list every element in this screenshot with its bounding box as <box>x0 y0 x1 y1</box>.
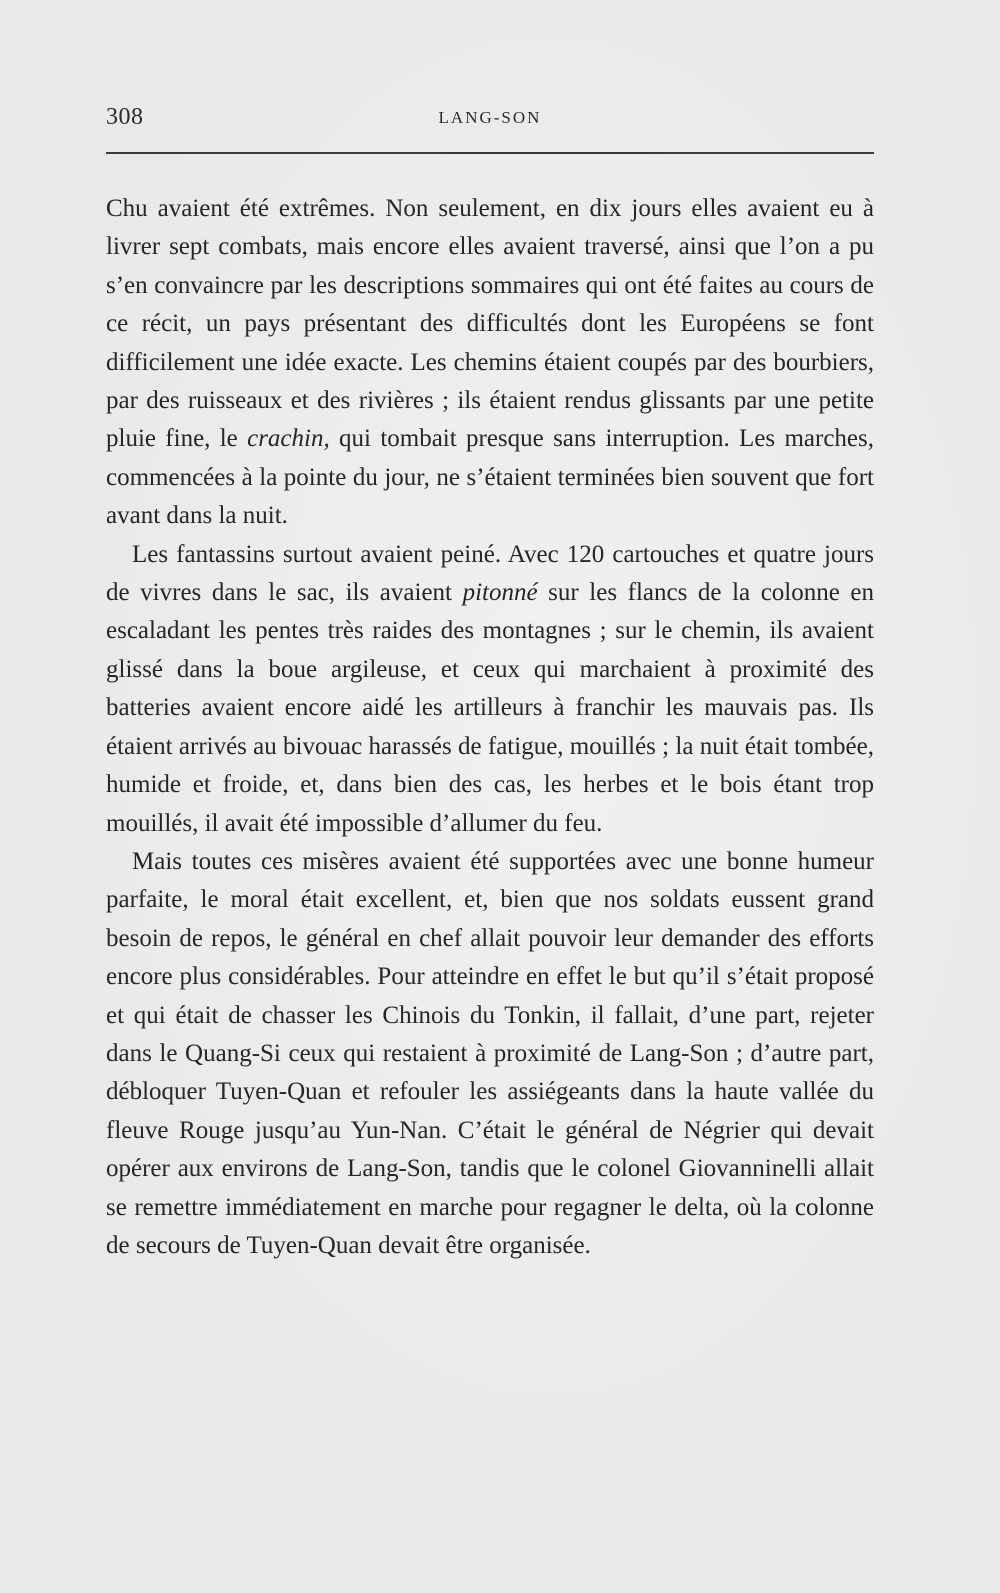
paragraph-1-italic-crachin: crachin, <box>247 425 330 453</box>
body-text <box>106 190 874 1265</box>
paragraph-3 <box>106 843 874 1265</box>
paragraph-1-text-b: qui tombait presque sans interruption. Les marches, commencées à la pointe du jour, ne s’étaient terminées bien souvent que fort avant dans la nuit. <box>106 425 874 530</box>
header-rule <box>106 152 874 154</box>
paragraph-1 <box>106 190 874 536</box>
paragraph-2-text-a: Les fantassins surtout avaient peiné. Avec 120 cartouches et quatre jours de vivres dans le sac, ils avaient <box>106 540 874 607</box>
paragraph-3-text: Mais toutes ces misères avaient été supportées avec une bonne humeur parfaite, le moral était excellent, et, bien que nos soldats eussent grand besoin de repos, le général en chef allait pouvoir leur demander des efforts encore plus considérables. Pour atteindre en effet le but qu’il s’était proposé et qui était de chasser les Chinois du Tonkin, il fallait, d’une part, rejeter dans le Quang-Si ceux qui restaient à proximité de Lang-Son ; d’autre part, débloquer Tuyen-Quan et refouler les assiégeants dans la haute vallée du fleuve Rouge jusqu’au Yun-Nan. C’était le général de Négrier qui devait opérer aux environs de Lang-Son, tandis que le colonel Giovanninelli allait se remettre immédiatement en marche pour regagner le delta, où la colonne de secours de Tuyen-Quan devait être organisée. <box>106 847 874 1259</box>
running-head: LANG-SON <box>438 108 542 127</box>
page-number: 308 <box>106 104 144 130</box>
paragraph-2-italic-pitonne: pitonné <box>462 579 538 607</box>
paragraph-1-text-a: Chu avaient été extrêmes. Non seulement, en dix jours elles avaient eu à livrer sept combats, mais encore elles avaient traversé, ainsi que l’on a pu s’en convaincre par les descriptions sommaires qui ont été faites au cours de ce récit, un pays présentant des difficultés dont les Européens se font difficilement une idée exacte. Les chemins étaient coupés par des bourbiers, par des ruisseaux et des rivières ; ils étaient rendus glissants par une petite pluie fine, le <box>106 195 874 453</box>
paragraph-2-text-b: sur les flancs de la colonne en escaladant les pentes très raides des montagnes ; sur le chemin, ils avaient glissé dans la boue argileuse, et ceux qui marchaient à proximité des batteries avaient encore aidé les artilleurs à franchir les mauvais pas. Ils étaient arrivés au bivouac harassés de fatigue, mouillés ; la nuit était tombée, humide et froide, et, dans bien des cas, les herbes et le bois étant trop mouillés, il avait été impossible d’allumer du feu. <box>106 579 874 837</box>
page-header <box>106 100 874 136</box>
paragraph-2 <box>106 536 874 843</box>
